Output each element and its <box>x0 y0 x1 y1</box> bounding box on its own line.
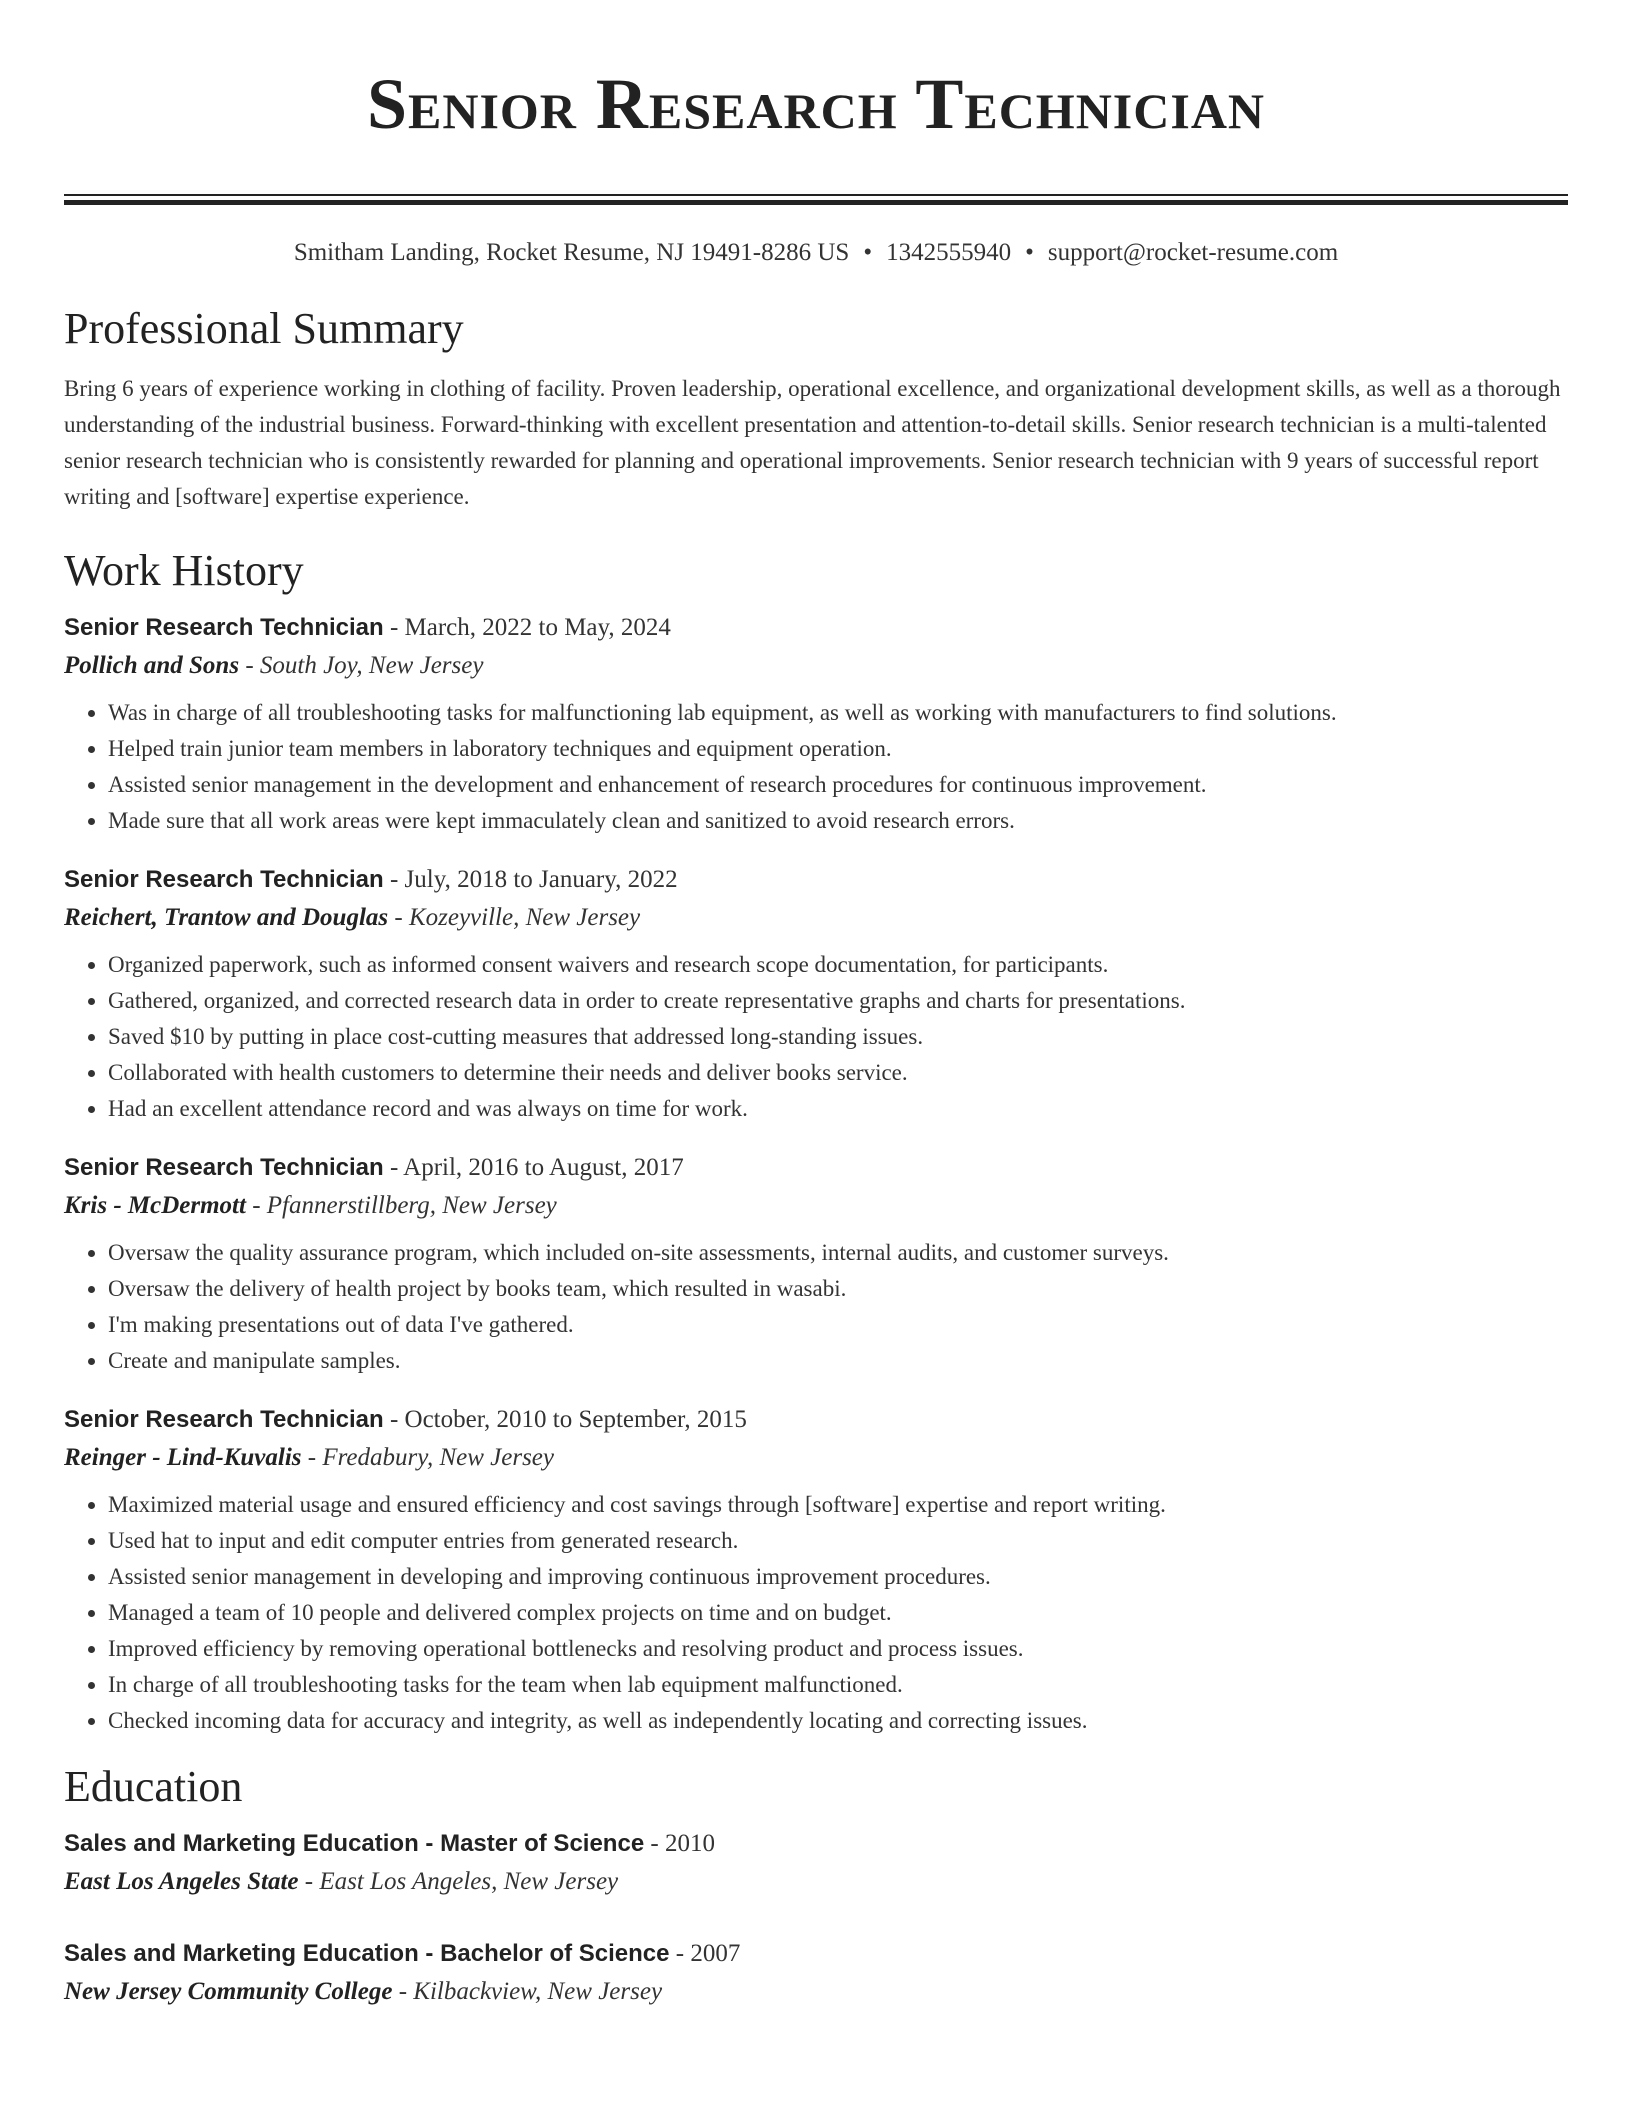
work-history-heading: Work History <box>64 546 304 595</box>
education-school-line <box>64 1973 1568 2011</box>
job-employer <box>64 899 1568 937</box>
job-bullet: • Had an excellent attendance record and was always on time for work. <box>108 1091 1568 1127</box>
job-bullet: • Helped train junior team members in laboratory techniques and equipment operation. <box>108 731 1568 767</box>
job-company: Pollich and Sons <box>64 652 240 679</box>
job-dash: - <box>383 866 405 893</box>
job-company: Kris - McDermott <box>64 1192 246 1219</box>
job-header <box>64 1149 1568 1187</box>
job-company: Reichert, Trantow and Douglas <box>64 904 389 931</box>
contact-phone: 1342555940 <box>886 239 1012 266</box>
job-entry <box>64 1149 1568 1379</box>
job-dash: - <box>239 652 260 679</box>
job-dates: October, 2010 to September, 2015 <box>404 1406 747 1433</box>
job-dash: - <box>383 614 405 641</box>
job-dash: - <box>301 1444 323 1471</box>
job-bullet: • Managed a team of 10 people and delivered complex projects on time and on budget. <box>108 1595 1568 1631</box>
job-title: Senior Research Technician <box>64 1406 384 1433</box>
job-entry <box>64 861 1568 1127</box>
job-bullet: • Create and manipulate samples. <box>108 1343 1568 1379</box>
education-school: East Los Angeles State <box>64 1868 299 1895</box>
contact-line <box>64 237 1568 269</box>
job-bullet: • Assisted senior management in the development and enhancement of research procedures for continuous improvement. <box>108 767 1568 803</box>
job-title: Senior Research Technician <box>64 1154 384 1181</box>
job-entry <box>64 1401 1568 1739</box>
education-dash: - <box>644 1830 665 1857</box>
job-header <box>64 609 1568 647</box>
education-header <box>64 1825 1568 1863</box>
job-dash: - <box>245 1192 267 1219</box>
job-bullet: • In charge of all troubleshooting tasks for the team when lab equipment malfunctioned. <box>108 1667 1568 1703</box>
header-divider <box>64 194 1568 205</box>
job-bullet: • Saved $10 by putting in place cost-cutting measures that addressed long-standing issues. <box>108 1019 1568 1055</box>
education-school: New Jersey Community College <box>64 1978 393 2005</box>
contact-separator: • <box>1025 239 1034 266</box>
job-employer <box>64 647 1568 685</box>
job-bullet: • Used hat to input and edit computer entries from generated research. <box>108 1523 1568 1559</box>
education-entry <box>64 1825 1568 1901</box>
job-bullet: • Oversaw the delivery of health project by books team, which resulted in wasabi. <box>108 1271 1568 1307</box>
job-title: Senior Research Technician <box>64 866 384 893</box>
resume-name: Senior Research Technician <box>366 64 1266 144</box>
education-dash: - <box>298 1868 320 1895</box>
job-header <box>64 1401 1568 1439</box>
summary-text: Bring 6 years of experience working in clothing of facility. Proven leadership, operational excellence, and organizational development skills, as well as a thorough understanding of the industrial business. Forward-thinking with excellent presentation and attention-to-detail skills. Senior research technician is a multi-talented senior research technician who is consistently rewarded for planning and operational improvements. Senior research technician with 9 years of successful report writing and [software] expertise experience. <box>64 376 1561 509</box>
job-dates: April, 2016 to August, 2017 <box>403 1154 684 1181</box>
job-bullets <box>64 695 1568 839</box>
job-bullet: • Organized paperwork, such as informed consent waivers and research scope documentation, for participants. <box>108 947 1568 983</box>
job-bullet: • Gathered, organized, and corrected research data in order to create representative graphs and charts for presentations. <box>108 983 1568 1019</box>
summary-heading: Professional Summary <box>64 304 464 353</box>
education-degree: Sales and Marketing Education - Bachelor of Science <box>64 1940 670 1967</box>
education-heading: Education <box>64 1762 243 1811</box>
contact-separator: • <box>863 239 873 266</box>
education-dash: - <box>669 1940 691 1967</box>
job-entry <box>64 609 1568 839</box>
job-bullets <box>64 947 1568 1127</box>
job-location: Fredabury, New Jersey <box>322 1444 554 1471</box>
job-dash: - <box>388 904 409 931</box>
job-dates: July, 2018 to January, 2022 <box>404 866 678 893</box>
job-bullet: • I'm making presentations out of data I've gathered. <box>108 1307 1568 1343</box>
job-bullet: • Oversaw the quality assurance program, which included on-site assessments, internal audits, and customer surveys. <box>108 1235 1568 1271</box>
education-location: East Los Angeles, New Jersey <box>319 1868 619 1895</box>
job-bullet: • Made sure that all work areas were kept immaculately clean and sanitized to avoid research errors. <box>108 803 1568 839</box>
job-header <box>64 861 1568 899</box>
job-dash: - <box>383 1154 404 1181</box>
job-dates: March, 2022 to May, 2024 <box>404 614 671 641</box>
job-company: Reinger - Lind-Kuvalis <box>64 1444 302 1471</box>
job-bullet: • Was in charge of all troubleshooting tasks for malfunctioning lab equipment, as well as working with manufacturers to find solutions. <box>108 695 1568 731</box>
job-location: Kozeyville, New Jersey <box>408 904 641 931</box>
job-bullets <box>64 1235 1568 1379</box>
education-degree: Sales and Marketing Education - Master of Science <box>64 1830 645 1857</box>
job-title: Senior Research Technician <box>64 614 384 641</box>
job-dash: - <box>383 1406 405 1433</box>
education-school-line <box>64 1863 1568 1901</box>
job-bullet: • Maximized material usage and ensured efficiency and cost savings through [software] expertise and report writing. <box>108 1487 1568 1523</box>
job-location: South Joy, New Jersey <box>259 652 484 679</box>
education-entry <box>64 1935 1568 2011</box>
education-year: 2007 <box>690 1940 741 1967</box>
job-bullet: • Checked incoming data for accuracy and integrity, as well as independently locating and correcting issues. <box>108 1703 1568 1739</box>
job-bullet: • Improved efficiency by removing operational bottlenecks and resolving product and process issues. <box>108 1631 1568 1667</box>
job-employer <box>64 1439 1568 1477</box>
education-location: Kilbackview, New Jersey <box>413 1978 663 2005</box>
education-header <box>64 1935 1568 1973</box>
job-location: Pfannerstillberg, New Jersey <box>266 1192 557 1219</box>
education-dash: - <box>392 1978 414 2005</box>
contact-email: support@rocket-resume.com <box>1047 239 1339 266</box>
education-year: 2010 <box>665 1830 715 1857</box>
job-bullet: • Assisted senior management in developing and improving continuous improvement procedures. <box>108 1559 1568 1595</box>
job-bullet: • Collaborated with health customers to determine their needs and deliver books service. <box>108 1055 1568 1091</box>
job-bullets <box>64 1487 1568 1739</box>
job-employer <box>64 1187 1568 1225</box>
contact-address: Smitham Landing, Rocket Resume, NJ 19491-8286 US <box>293 239 850 266</box>
